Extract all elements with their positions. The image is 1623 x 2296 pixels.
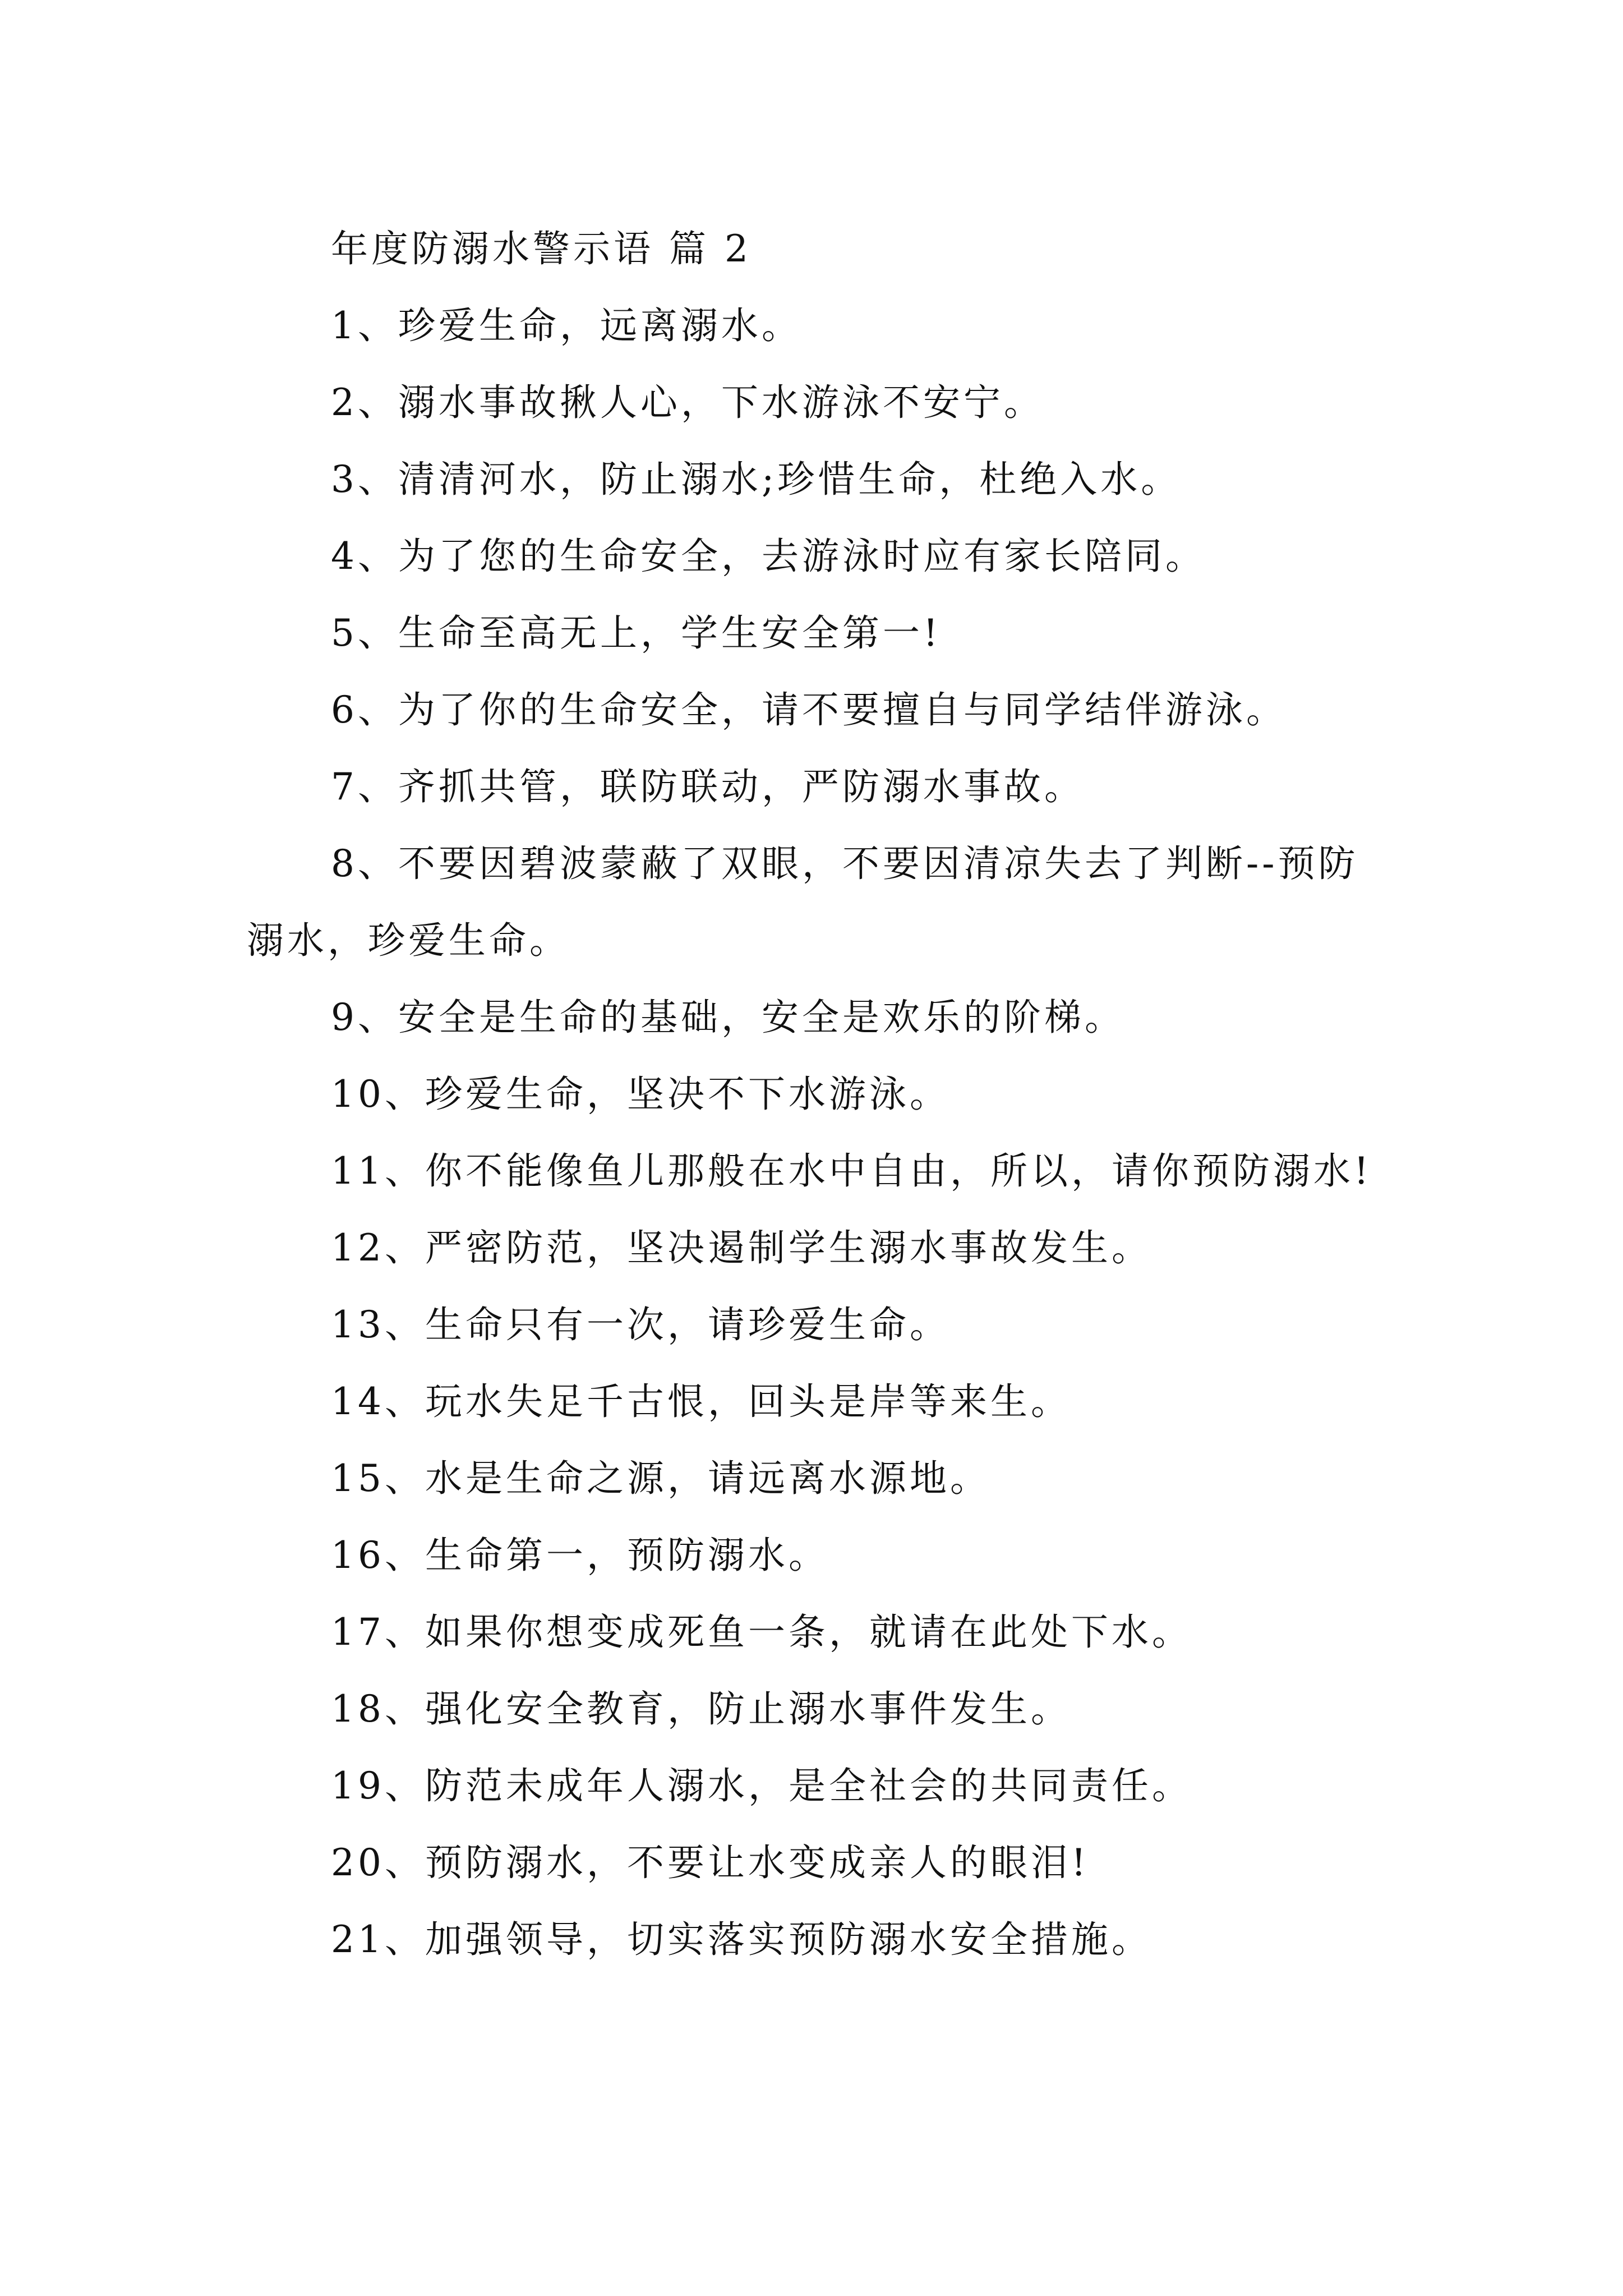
list-item: 4、为了您的生命安全，去游泳时应有家长陪同。 — [331, 535, 1206, 578]
list-item: 5、生命至高无上，学生安全第一! — [331, 611, 942, 655]
list-item: 10、珍爱生命，坚决不下水游泳。 — [331, 1073, 950, 1116]
list-item: 12、严密防范，坚决遏制学生溺水事故发生。 — [331, 1226, 1152, 1269]
list-item: 17、如果你想变成死鱼一条，就请在此处下水。 — [331, 1611, 1192, 1654]
document-body — [247, 210, 1385, 1978]
list-item: 9、安全是生命的基础，安全是欢乐的阶梯。 — [331, 996, 1125, 1039]
list-item: 8、不要因碧波蒙蔽了双眼，不要因清凉失去了判断--预防溺水，珍爱生命。 — [247, 842, 1359, 962]
list-item: 15、水是生命之源，请远离水源地。 — [331, 1457, 990, 1500]
list-item: 16、生命第一，预防溺水。 — [331, 1534, 829, 1577]
list-item: 19、防范未成年人溺水，是全社会的共同责任。 — [331, 1764, 1192, 1807]
list-item: 6、为了你的生命安全，请不要擅自与同学结伴游泳。 — [331, 688, 1287, 731]
list-item: 1、珍爱生命，远离溺水。 — [331, 304, 802, 347]
list-item: 11、你不能像鱼儿那般在水中自由，所以，请你预防溺水! — [331, 1149, 1372, 1193]
list-item: 7、齐抓共管，联防联动，严防溺水事故。 — [331, 765, 1085, 808]
list-item: 18、强化安全教育，防止溺水事件发生。 — [331, 1687, 1071, 1731]
list-item: 20、预防溺水，不要让水变成亲人的眼泪! — [331, 1841, 1090, 1884]
list-item: 21、加强领导，切实落实预防溺水安全措施。 — [331, 1918, 1152, 1961]
list-item: 3、清清河水，防止溺水;珍惜生命，杜绝入水。 — [331, 458, 1182, 501]
list-item: 14、玩水失足千古恨，回头是岸等来生。 — [331, 1380, 1071, 1423]
document-heading: 年度防溺水警示语 篇 2 — [331, 227, 751, 270]
list-item: 2、溺水事故揪人心，下水游泳不安宁。 — [331, 381, 1044, 424]
list-item: 13、生命只有一次，请珍爱生命。 — [331, 1303, 950, 1346]
